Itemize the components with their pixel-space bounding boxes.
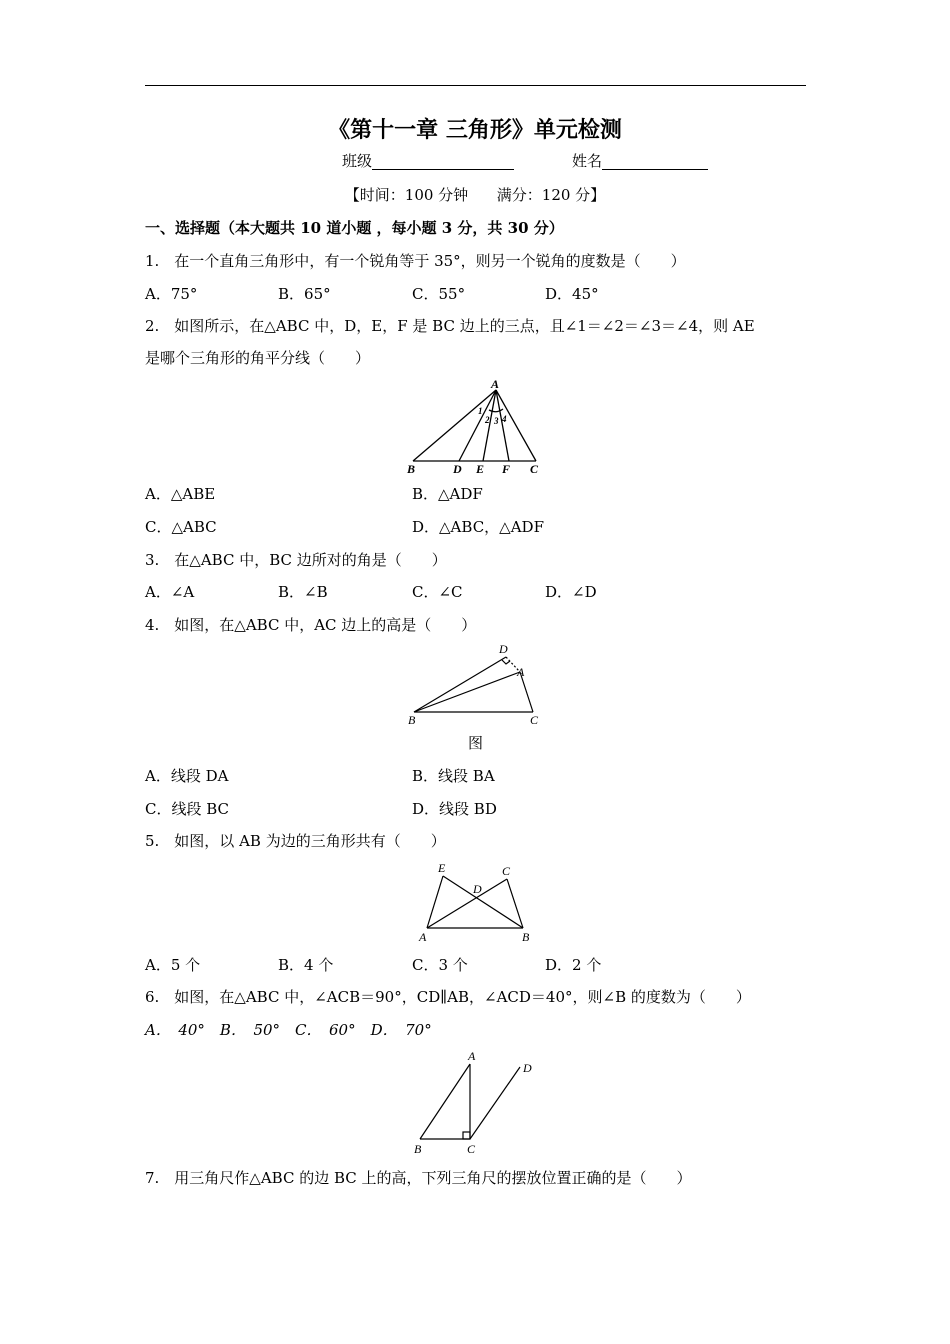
q4-option-b[interactable]: B．线段 BA (412, 767, 495, 785)
fig5-label-e: E (438, 861, 446, 875)
q6-options[interactable]: A． 40° B． 50° C． 60° D． 70° (145, 1021, 432, 1039)
fig5-label-c: C (502, 864, 511, 878)
q5-option-b[interactable]: B．4 个 (278, 956, 334, 974)
fig2-angle-4: 4 (502, 414, 507, 424)
section-heading: 一、选择题（本大题共 10 道小题 ，每小题 3 分，共 30 分） (145, 219, 564, 237)
figure-q6-right-triangle (405, 1045, 545, 1160)
q2-option-b[interactable]: B．△ADF (412, 485, 483, 503)
fig2-label-e: E (476, 462, 485, 476)
question-5-stem: 5. 如图，以 AB 为边的三角形共有（ ） (145, 832, 446, 850)
page-title: 《第十一章 三角形》单元检测 (328, 117, 622, 143)
question-1-stem: 1. 在一个直角三角形中，有一个锐角等于 35°，则另一个锐角的度数是（ ） (145, 252, 686, 270)
fig4-label-b: B (408, 713, 416, 727)
q4-option-d[interactable]: D．线段 BD (412, 800, 497, 818)
figure-q2-triangle (405, 378, 550, 478)
fig2-label-f: F (502, 462, 511, 476)
q3-option-a[interactable]: A．∠A (145, 583, 195, 601)
q1-option-d[interactable]: D．45° (545, 285, 599, 303)
q3-option-d[interactable]: D．∠D (545, 583, 597, 601)
class-blank[interactable] (372, 153, 514, 170)
class-field (342, 152, 514, 170)
exam-meta: 【时间：100 分钟 满分：120 分】 (344, 186, 606, 204)
fig2-angle-1: 1 (478, 406, 483, 416)
fig5-label-b: B (522, 930, 530, 944)
q5-option-d[interactable]: D．2 个 (545, 956, 602, 974)
q2-option-c[interactable]: C．△ABC (145, 518, 217, 536)
fig2-angle-3: 3 (494, 416, 499, 426)
class-label: 班级 (342, 152, 373, 170)
q3-option-c[interactable]: C．∠C (412, 583, 463, 601)
fig2-label-d: D (453, 462, 462, 476)
header-rule (145, 85, 806, 86)
name-blank[interactable] (602, 153, 708, 170)
question-7-stem: 7. 用三角尺作△ABC 的边 BC 上的高，下列三角尺的摆放位置正确的是（ ） (145, 1169, 692, 1187)
fig4-label-d: D (499, 642, 508, 656)
fig4-label-c: C (530, 713, 539, 727)
fig2-label-b: B (407, 462, 416, 476)
question-6-stem: 6. 如图，在△ABC 中，∠ACB＝90°，CD∥AB，∠ACD＝40°，则∠B 的度数为（ ） (145, 988, 751, 1006)
q5-option-a[interactable]: A．5 个 (145, 956, 201, 974)
q4-option-c[interactable]: C．线段 BC (145, 800, 230, 818)
question-2-stem-line2: 是哪个三角形的角平分线（ ） (145, 349, 371, 367)
fig4-label-a: A (517, 665, 525, 679)
q1-option-b[interactable]: B．65° (278, 285, 331, 303)
fig2-label-c: C (530, 462, 539, 476)
fig6-label-b: B (414, 1142, 422, 1156)
fig5-label-d: D (473, 882, 482, 896)
fig5-label-a: A (419, 930, 427, 944)
q3-option-b[interactable]: B．∠B (278, 583, 328, 601)
name-label: 姓名 (572, 152, 603, 170)
fig6-label-a: A (468, 1049, 476, 1063)
q2-option-d[interactable]: D．△ABC，△ADF (412, 518, 544, 536)
q2-option-a[interactable]: A．△ABE (145, 485, 216, 503)
name-field (572, 152, 708, 170)
figure-q4-triangle (400, 640, 550, 728)
fig2-label-a: A (491, 378, 500, 391)
q5-option-c[interactable]: C．3 个 (412, 956, 468, 974)
fig2-angle-2: 2 (485, 415, 490, 425)
figure-q5-crossing-triangles (412, 858, 542, 948)
fig6-label-c: C (467, 1142, 476, 1156)
question-2-stem-line1: 2. 如图所示，在△ABC 中，D，E，F 是 BC 边上的三点，且∠1＝∠2＝∠3＝∠4，则 AE (145, 317, 755, 335)
fig6-label-d: D (523, 1061, 532, 1075)
question-4-stem: 4. 如图，在△ABC 中，AC 边上的高是（ ） (145, 616, 477, 634)
q1-option-c[interactable]: C．55° (412, 285, 466, 303)
q4-option-a[interactable]: A．线段 DA (145, 767, 229, 785)
question-3-stem: 3. 在△ABC 中，BC 边所对的角是（ ） (145, 551, 447, 569)
figure-q4-caption: 图 (468, 734, 484, 752)
q1-option-a[interactable]: A．75° (145, 285, 198, 303)
